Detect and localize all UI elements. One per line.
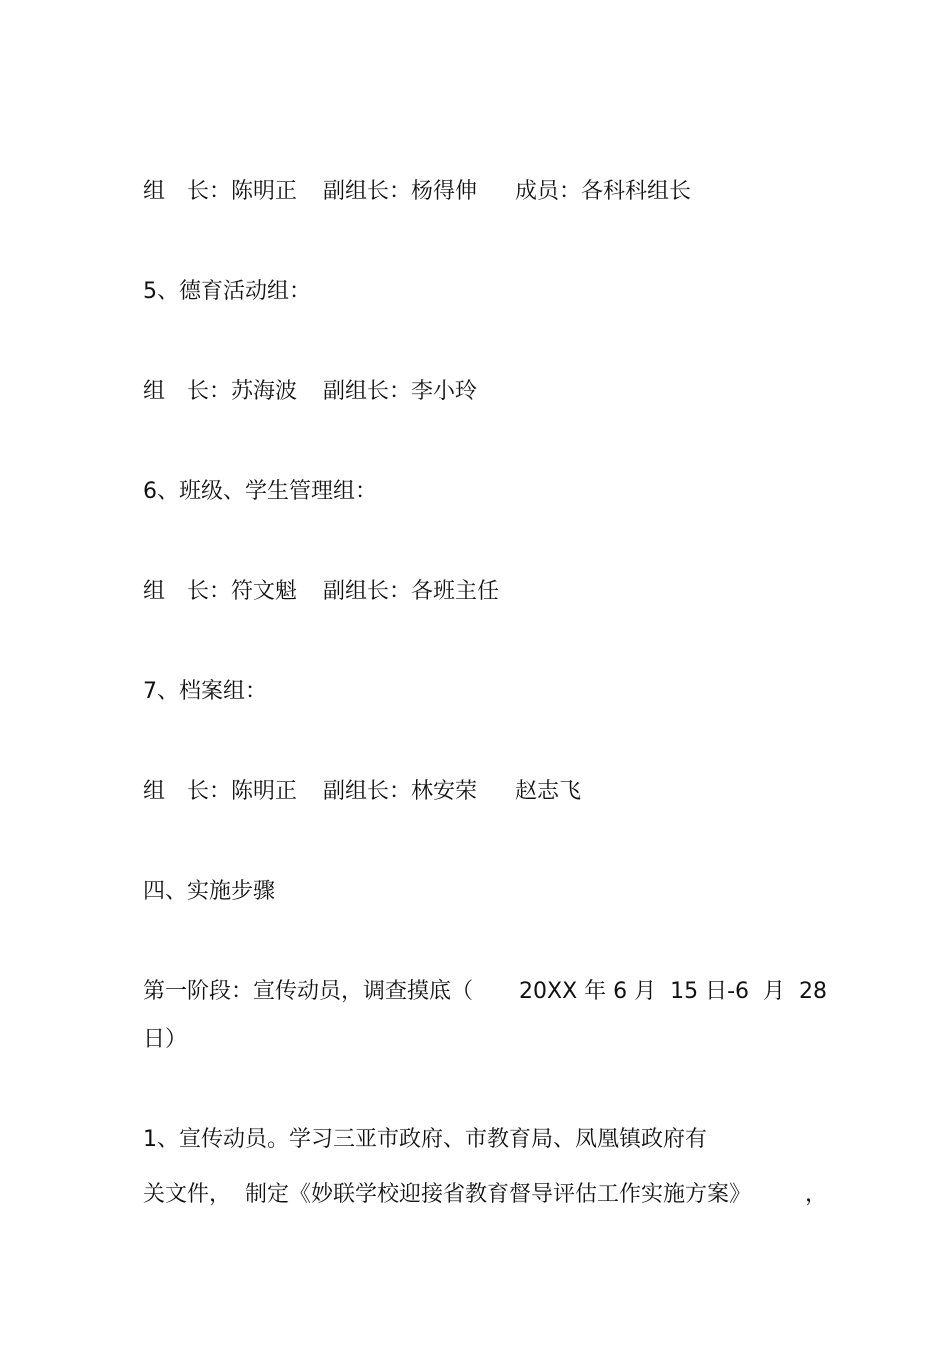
trailing-comma: ， bbox=[805, 1182, 828, 1207]
heading-text: 四、实施步骤 bbox=[143, 879, 276, 904]
heading-text: 7、档案组： bbox=[143, 679, 267, 704]
deputy-leader-second: 赵志飞 bbox=[515, 779, 582, 804]
section-heading-moral-education bbox=[143, 277, 311, 367]
section-heading-archives bbox=[143, 677, 267, 767]
deputy-leader-label: 副组长：林安荣 bbox=[323, 779, 478, 804]
deputy-leader-label: 副组长：各班主任 bbox=[323, 579, 500, 604]
deputy-leader-label: 副组长：李小玲 bbox=[323, 379, 478, 404]
section-heading-implementation bbox=[143, 877, 276, 967]
members-label: 成员：各科科组长 bbox=[515, 179, 692, 204]
section-heading-class-management bbox=[143, 477, 377, 567]
phase-dates: 20XX 年 6 月 15 日-6 月 28 bbox=[519, 979, 827, 1004]
paragraph-text: 关文件， 制定《妙联学校迎接省教育督导评估工作实施方案》 bbox=[143, 1182, 751, 1207]
paragraph-text: 1、宣传动员。学习三亚市政府、市教育局、凤凰镇政府有 bbox=[143, 1127, 707, 1152]
phase-one-title-cont bbox=[143, 1025, 188, 1115]
deputy-leader-label: 副组长：杨得伸 bbox=[323, 179, 478, 204]
leader-label: 组 长：陈明正 bbox=[143, 179, 298, 204]
leader-label: 组 长：苏海波 bbox=[143, 379, 298, 404]
phase-label: 第一阶段：宣传动员，调查摸底（ bbox=[143, 979, 474, 1004]
leader-label: 组 长：符文魁 bbox=[143, 579, 298, 604]
leader-label: 组 长：陈明正 bbox=[143, 779, 298, 804]
heading-text: 5、德育活动组： bbox=[143, 279, 311, 304]
paragraph-line-2 bbox=[143, 1180, 828, 1300]
phase-dates-end: 日） bbox=[143, 1027, 188, 1052]
heading-text: 6、班级、学生管理组： bbox=[143, 479, 377, 504]
